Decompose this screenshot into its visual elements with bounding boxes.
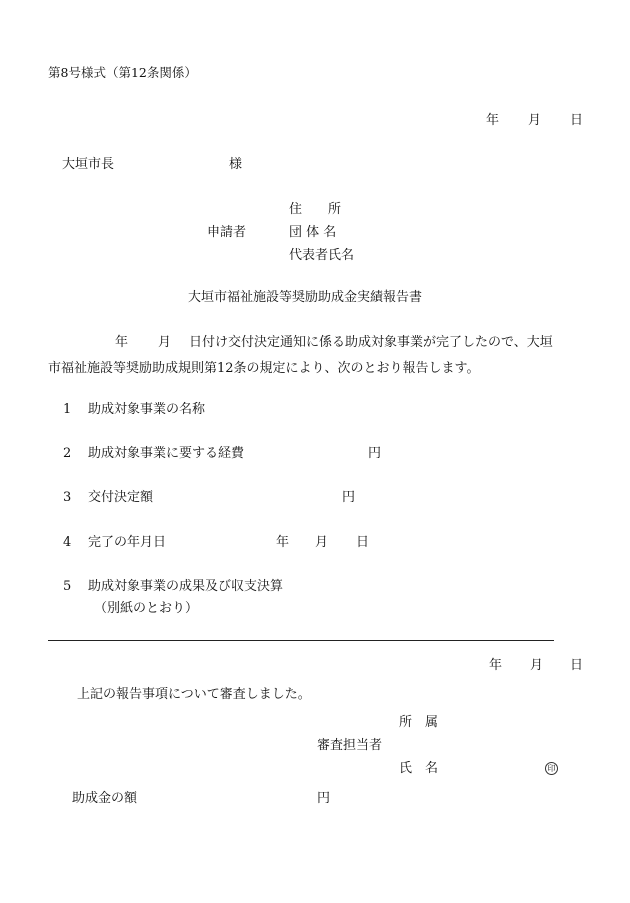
item-unit: 円 bbox=[342, 490, 356, 505]
item-day: 日 bbox=[356, 535, 370, 550]
body-line2: 市福祉施設等奨励助成規則第12条の規定により、次のとおり報告します。 bbox=[48, 361, 480, 376]
seal-mark: 印 bbox=[545, 762, 558, 775]
review-dept-label: 所 属 bbox=[399, 715, 439, 730]
item-number: 2 bbox=[63, 446, 72, 461]
date-top-year: 年 bbox=[486, 113, 500, 128]
applicant-label: 申請者 bbox=[207, 225, 247, 240]
grant-amount-unit: 円 bbox=[317, 791, 331, 806]
review-name-label: 氏 名 bbox=[399, 761, 439, 776]
review-date-month: 月 bbox=[530, 658, 544, 673]
review-date-year: 年 bbox=[489, 658, 503, 673]
form-number: 第8号様式（第12条関係） bbox=[48, 65, 197, 80]
applicant-rep-label: 代表者氏名 bbox=[289, 248, 355, 263]
item-year: 年 bbox=[276, 535, 290, 550]
item-number: 1 bbox=[63, 402, 72, 417]
item-label: 完了の年月日 bbox=[88, 535, 167, 550]
divider-line bbox=[48, 640, 554, 641]
item-number: 4 bbox=[63, 535, 72, 550]
body-month: 月 bbox=[158, 335, 172, 350]
item-label: 交付決定額 bbox=[88, 490, 154, 505]
addressee-honorific: 様 bbox=[229, 157, 243, 172]
item-month: 月 bbox=[315, 535, 329, 550]
grant-amount-label: 助成金の額 bbox=[72, 791, 138, 806]
item-number: 3 bbox=[63, 490, 72, 505]
item-label: 助成対象事業の名称 bbox=[88, 402, 206, 417]
addressee-name: 大垣市長 bbox=[62, 157, 115, 172]
applicant-org-label: 団 体 名 bbox=[289, 225, 337, 240]
item-label: 助成対象事業に要する経費 bbox=[88, 446, 245, 461]
review-statement: 上記の報告事項について審査しました。 bbox=[77, 687, 311, 702]
item-number: 5 bbox=[63, 579, 72, 594]
review-officer-label: 審査担当者 bbox=[317, 738, 383, 753]
body-paragraph bbox=[48, 330, 583, 382]
review-date-day: 日 bbox=[570, 658, 584, 673]
date-top-month: 月 bbox=[528, 113, 542, 128]
body-year: 年 bbox=[115, 335, 129, 350]
item-note: （別紙のとおり） bbox=[94, 601, 199, 616]
document-title: 大垣市福祉施設等奨励助成金実績報告書 bbox=[188, 290, 423, 305]
item-label: 助成対象事業の成果及び収支決算 bbox=[88, 579, 284, 594]
body-line1: 日付け交付決定通知に係る助成対象事業が完了したので、大垣 bbox=[189, 335, 553, 350]
item-unit: 円 bbox=[368, 446, 382, 461]
date-top-day: 日 bbox=[570, 113, 584, 128]
applicant-address-label: 住 所 bbox=[289, 202, 342, 217]
